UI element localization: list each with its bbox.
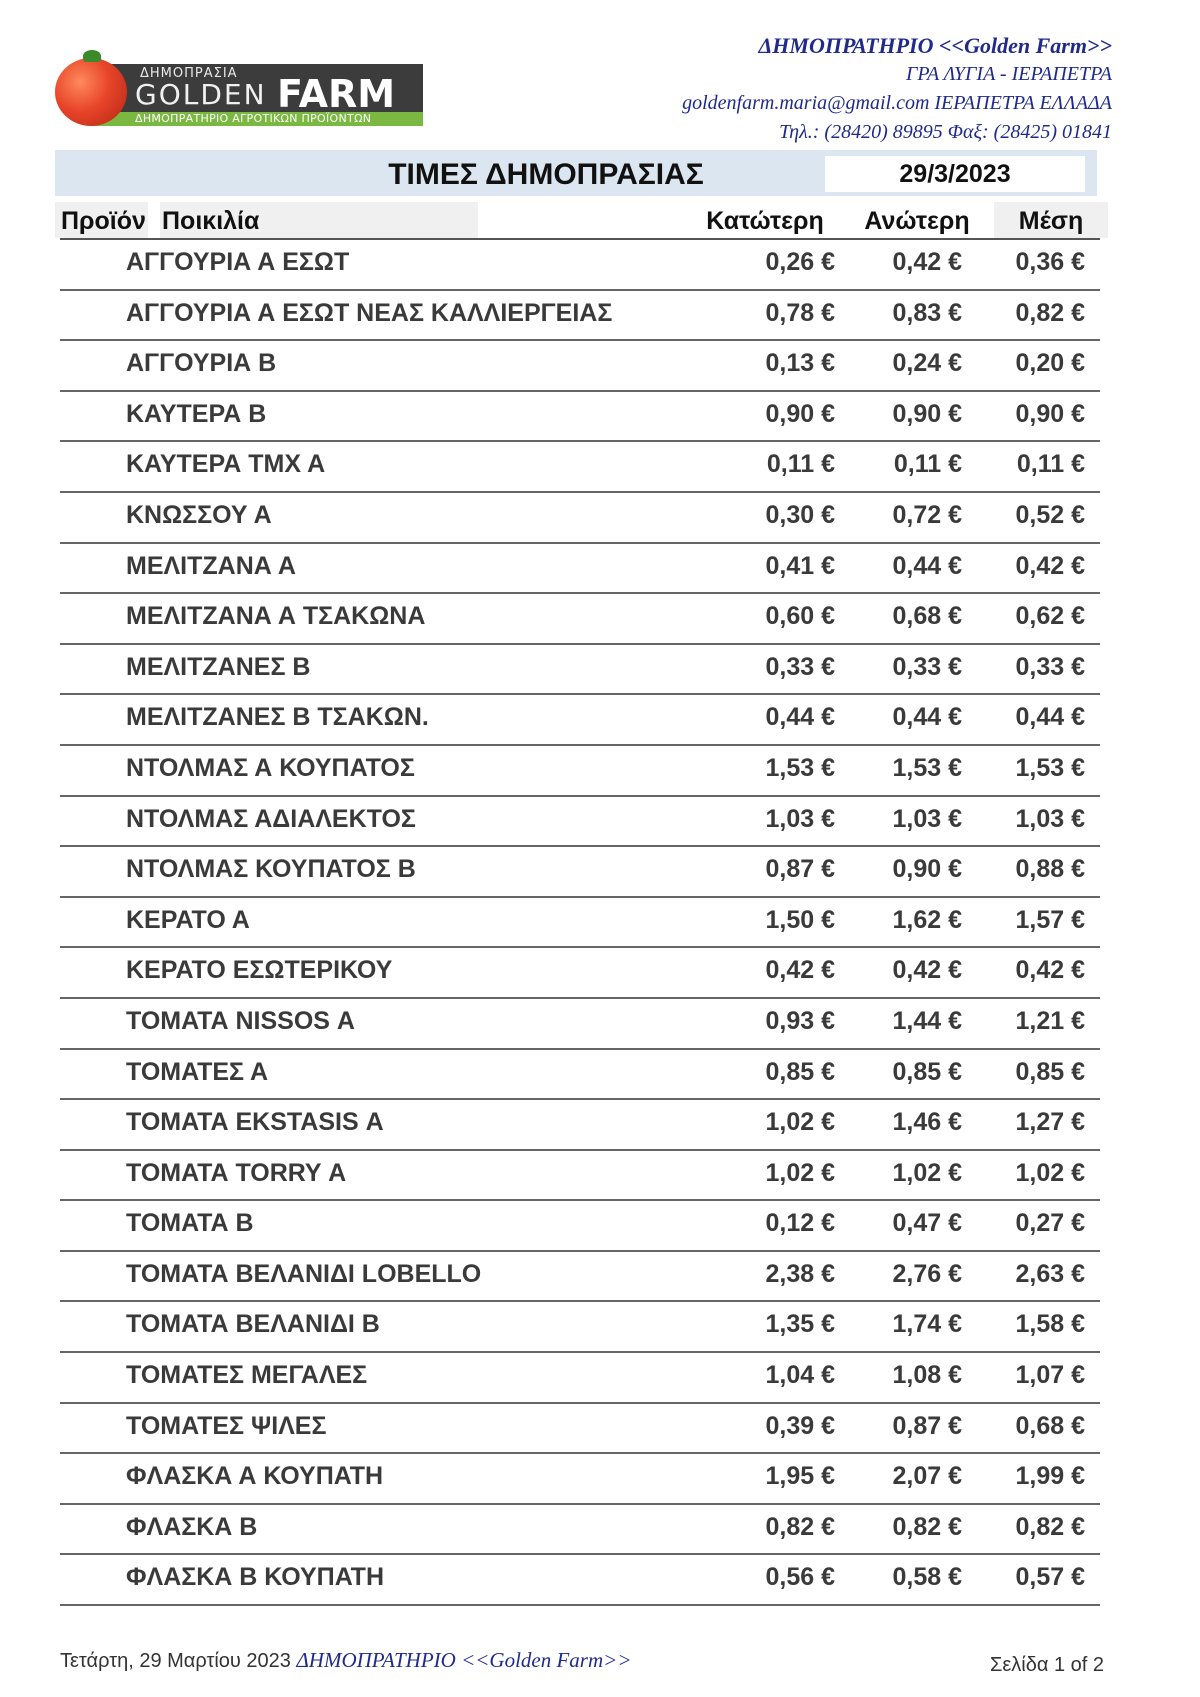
high-price: 0,83 €	[892, 298, 962, 327]
variety-name: ΝΤΟΛΜΑΣ ΚΟΥΠΑΤΟΣ Β	[126, 855, 416, 884]
avg-price: 0,88 €	[1015, 855, 1085, 884]
table-row	[60, 1505, 1100, 1556]
table-row	[60, 898, 1100, 949]
logo-golden-text: GOLDEN	[135, 78, 267, 111]
variety-name: ΚΑΥΤΕΡΑ Β	[126, 399, 267, 428]
avg-price: 0,33 €	[1015, 652, 1085, 681]
table-row	[60, 392, 1100, 443]
logo-farm-text: FARM	[277, 72, 396, 116]
company-phones: Τηλ.: (28420) 89895 Φαξ: (28425) 01841	[779, 121, 1112, 143]
avg-price: 0,11 €	[1016, 450, 1085, 479]
avg-price: 0,68 €	[1015, 1411, 1085, 1440]
avg-price: 1,27 €	[1015, 1108, 1085, 1137]
high-price: 0,85 €	[892, 1057, 962, 1086]
table-row	[60, 1454, 1100, 1505]
low-price: 1,04 €	[765, 1361, 835, 1390]
avg-price: 0,44 €	[1015, 703, 1085, 732]
low-price: 0,44 €	[765, 703, 835, 732]
high-price: 2,76 €	[892, 1259, 962, 1288]
high-price: 0,58 €	[892, 1563, 962, 1592]
footer-left	[60, 1648, 632, 1673]
low-price: 0,90 €	[765, 399, 835, 428]
high-price: 1,74 €	[892, 1310, 962, 1339]
logo-tagline: ΔΗΜΟΠΡΑΤΗΡΙΟ ΑΓΡΟΤΙΚΩΝ ΠΡΟΪΟΝΤΩΝ	[135, 112, 372, 125]
low-price: 0,78 €	[765, 298, 835, 327]
variety-name: ΚΝΩΣΣΟΥ Α	[126, 500, 272, 529]
page-title: ΤΙΜΕΣ ΔΗΜΟΠΡΑΣΙΑΣ	[388, 158, 704, 191]
high-price: 1,53 €	[892, 753, 962, 782]
high-price: 0,42 €	[892, 248, 962, 276]
table-row	[60, 847, 1100, 898]
avg-price: 0,82 €	[1015, 1512, 1085, 1541]
variety-name: ΦΛΑΣΚΑ Α ΚΟΥΠΑΤΗ	[126, 1462, 384, 1491]
high-price: 1,46 €	[892, 1108, 962, 1137]
column-header-variety: Ποικιλία	[160, 202, 478, 238]
high-price: 0,90 €	[892, 399, 962, 428]
low-price: 1,02 €	[765, 1108, 835, 1137]
logo-small-text: ΔΗΜΟΠΡΑΣΙΑ	[140, 66, 238, 81]
company-logo	[55, 50, 423, 126]
high-price: 1,44 €	[892, 1006, 962, 1035]
variety-name: ΜΕΛΙΤΖΑΝΑ Α ΤΣΑΚΩΝΑ	[126, 602, 426, 631]
variety-name: ΤΟΜΑΤΑ NISSOS Α	[126, 1006, 355, 1035]
low-price: 0,33 €	[765, 652, 835, 681]
table-row	[60, 797, 1100, 848]
table-row	[60, 1353, 1100, 1404]
column-header-avg: Μέση	[994, 202, 1108, 238]
avg-price: 1,57 €	[1015, 905, 1085, 934]
high-price: 0,33 €	[892, 652, 962, 681]
avg-price: 1,58 €	[1015, 1310, 1085, 1339]
high-price: 1,02 €	[892, 1158, 962, 1187]
avg-price: 2,63 €	[1015, 1259, 1085, 1288]
variety-name: ΜΕΛΙΤΖΑΝΕΣ Β ΤΣΑΚΩΝ.	[126, 703, 429, 732]
variety-name: ΑΓΓΟΥΡΙΑ Β	[126, 349, 277, 378]
low-price: 0,85 €	[765, 1057, 835, 1086]
high-price: 1,62 €	[892, 905, 962, 934]
variety-name: ΤΟΜΑΤΑ EKSTASIS Α	[126, 1108, 384, 1137]
variety-name: ΦΛΑΣΚΑ Β	[126, 1512, 258, 1541]
table-row	[60, 948, 1100, 999]
low-price: 0,41 €	[765, 551, 835, 580]
avg-price: 0,20 €	[1015, 349, 1085, 378]
avg-price: 1,07 €	[1015, 1361, 1085, 1390]
low-price: 0,87 €	[765, 855, 835, 884]
company-info	[682, 32, 1112, 147]
variety-name: ΑΓΓΟΥΡΙΑ Α ΕΣΩΤ ΝΕΑΣ ΚΑΛΛΙΕΡΓΕΙΑΣ	[126, 298, 613, 327]
table-row	[60, 341, 1100, 392]
high-price: 1,03 €	[892, 804, 962, 833]
variety-name: ΜΕΛΙΤΖΑΝΕΣ Β	[126, 652, 311, 681]
column-header-low: Κατώτερη	[706, 207, 824, 235]
variety-name: ΜΕΛΙΤΖΑΝΑ Α	[126, 551, 296, 580]
variety-name: ΤΟΜΑΤΕΣ Α	[126, 1057, 269, 1086]
company-name: ΔΗΜΟΠΡΑΤΗΡΙΟ <<Golden Farm>>	[758, 33, 1112, 58]
high-price: 0,82 €	[892, 1512, 962, 1541]
variety-name: ΤΟΜΑΤΑ ΒΕΛΑΝΙΔΙ Β	[126, 1310, 380, 1339]
variety-name: ΝΤΟΛΜΑΣ ΑΔΙΑΛΕΚΤΟΣ	[126, 804, 416, 833]
low-price: 1,50 €	[765, 905, 835, 934]
variety-name: ΤΟΜΑΤΑ TORRY Α	[126, 1158, 347, 1187]
low-price: 0,82 €	[765, 1512, 835, 1541]
tomato-icon	[55, 58, 127, 126]
footer-date: Τετάρτη, 29 Μαρτίου 2023	[60, 1650, 291, 1672]
avg-price: 1,99 €	[1015, 1462, 1085, 1491]
high-price: 0,11 €	[893, 450, 962, 479]
table-row	[60, 1201, 1100, 1252]
low-price: 1,35 €	[765, 1310, 835, 1339]
avg-price: 1,03 €	[1015, 804, 1085, 833]
table-row	[60, 493, 1100, 544]
high-price: 0,47 €	[892, 1209, 962, 1238]
low-price: 0,39 €	[765, 1411, 835, 1440]
avg-price: 0,42 €	[1015, 551, 1085, 580]
low-price: 1,03 €	[765, 804, 835, 833]
low-price: 0,13 €	[765, 349, 835, 378]
table-row	[60, 544, 1100, 595]
avg-price: 0,27 €	[1015, 1209, 1085, 1238]
table-row	[60, 1100, 1100, 1151]
high-price: 0,72 €	[892, 500, 962, 529]
table-row	[60, 695, 1100, 746]
table-row	[60, 240, 1100, 291]
company-email: goldenfarm.maria@gmail.com ΙΕΡΑΠΕΤΡΑ ΕΛΛΑΔΑ	[682, 92, 1112, 114]
high-price: 0,42 €	[892, 956, 962, 985]
table-row	[60, 1302, 1100, 1353]
variety-name: ΑΓΓΟΥΡΙΑ Α ΕΣΩΤ	[126, 248, 350, 276]
avg-price: 1,21 €	[1015, 1006, 1085, 1035]
high-price: 1,08 €	[892, 1361, 962, 1390]
footer-company: ΔΗΜΟΠΡΑΤΗΡΙΟ <<Golden Farm>>	[296, 1648, 632, 1672]
low-price: 0,12 €	[765, 1209, 835, 1238]
variety-name: ΚΕΡΑΤΟ Α	[126, 905, 250, 934]
price-table	[60, 240, 1100, 1606]
table-row	[60, 442, 1100, 493]
low-price: 2,38 €	[765, 1259, 835, 1288]
low-price: 0,60 €	[765, 602, 835, 631]
low-price: 1,53 €	[765, 753, 835, 782]
table-row	[60, 291, 1100, 342]
leaf-icon	[83, 50, 101, 62]
table-row	[60, 999, 1100, 1050]
variety-name: ΦΛΑΣΚΑ Β ΚΟΥΠΑΤΗ	[126, 1563, 384, 1592]
low-price: 0,42 €	[765, 956, 835, 985]
table-row	[60, 746, 1100, 797]
company-location: ΓΡΑ ΛΥΓΙΑ - ΙΕΡΑΠΕΤΡΑ	[905, 63, 1112, 85]
table-row	[60, 645, 1100, 696]
table-row	[60, 1555, 1100, 1606]
auction-date: 29/3/2023	[825, 156, 1085, 192]
variety-name: ΚΑΥΤΕΡΑ ΤΜΧ Α	[126, 450, 326, 479]
avg-price: 0,52 €	[1015, 500, 1085, 529]
low-price: 0,26 €	[765, 248, 835, 276]
high-price: 0,68 €	[892, 602, 962, 631]
avg-price: 1,53 €	[1015, 753, 1085, 782]
low-price: 0,93 €	[765, 1006, 835, 1035]
table-row	[60, 1151, 1100, 1202]
avg-price: 0,62 €	[1015, 602, 1085, 631]
high-price: 0,90 €	[892, 855, 962, 884]
variety-name: ΤΟΜΑΤΕΣ ΨΙΛΕΣ	[126, 1411, 327, 1440]
title-bar	[55, 150, 1097, 196]
avg-price: 0,90 €	[1015, 399, 1085, 428]
table-row	[60, 1404, 1100, 1455]
variety-name: ΚΕΡΑΤΟ ΕΣΩΤΕΡΙΚΟΥ	[126, 956, 393, 985]
variety-name: ΤΟΜΑΤΑ Β	[126, 1209, 254, 1238]
low-price: 0,11 €	[766, 450, 835, 479]
avg-price: 0,42 €	[1015, 956, 1085, 985]
variety-name: ΤΟΜΑΤΕΣ ΜΕΓΑΛΕΣ	[126, 1361, 368, 1390]
high-price: 0,44 €	[892, 703, 962, 732]
high-price: 0,44 €	[892, 551, 962, 580]
low-price: 1,95 €	[765, 1462, 835, 1491]
variety-name: ΤΟΜΑΤΑ ΒΕΛΑΝΙΔΙ LOBELLO	[126, 1259, 482, 1288]
avg-price: 0,85 €	[1015, 1057, 1085, 1086]
table-row	[60, 594, 1100, 645]
low-price: 0,30 €	[765, 500, 835, 529]
column-header-product: Προϊόν	[55, 202, 148, 238]
high-price: 0,87 €	[892, 1411, 962, 1440]
high-price: 0,24 €	[892, 349, 962, 378]
avg-price: 0,82 €	[1015, 298, 1085, 327]
variety-name: ΝΤΟΛΜΑΣ Α ΚΟΥΠΑΤΟΣ	[126, 753, 415, 782]
avg-price: 0,57 €	[1015, 1563, 1085, 1592]
page-number: Σελίδα 1 of 2	[989, 1654, 1104, 1676]
low-price: 0,56 €	[765, 1563, 835, 1592]
table-row	[60, 1252, 1100, 1303]
avg-price: 0,36 €	[1015, 248, 1085, 276]
avg-price: 1,02 €	[1015, 1158, 1085, 1187]
low-price: 1,02 €	[765, 1158, 835, 1187]
table-row	[60, 1050, 1100, 1101]
column-header-high: Ανώτερη	[864, 207, 970, 235]
high-price: 2,07 €	[892, 1462, 962, 1491]
